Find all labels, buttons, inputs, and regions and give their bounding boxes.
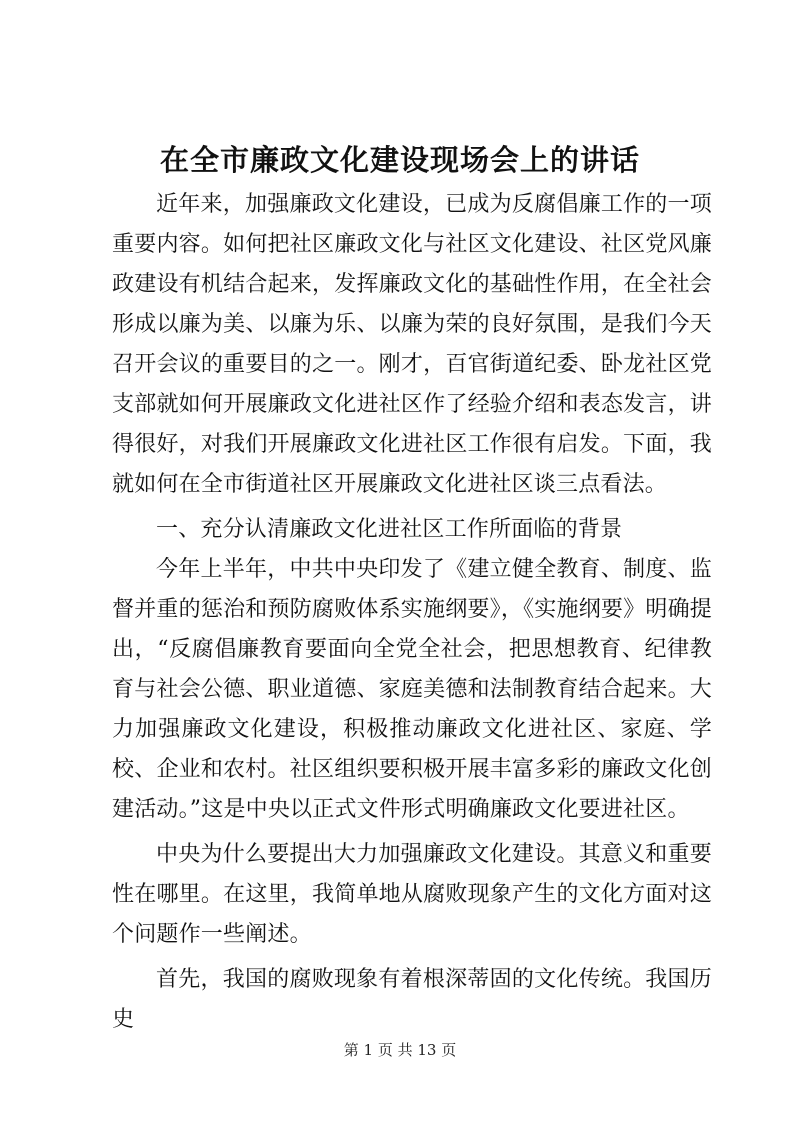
paragraph-background: 今年上半年，中共中央印发了《建立健全教育、制度、监督并重的惩治和预防腐败体系实施纲要》，《实施纲要》明确提出，“反腐倡廉教育要面向全党全社会，把思想教育、纪律教育与社会公德、职业道德、家庭美德和法制教育结合起来。大力加强廉政文化建设，积极推动廉政文化进社区、家庭、学校、企业和农村。社区组织要积极开展丰富多彩的廉政文化创建活动。”这是中央以正式文件形式明确廉政文化要进社区。 <box>112 557 712 822</box>
paragraph-first-point: 首先，我国的腐败现象有着根深蒂固的文化传统。我国历史 <box>112 967 712 1032</box>
document-body <box>112 185 712 1040</box>
document-title: 在全市廉政文化建设现场会上的讲话 <box>159 143 640 177</box>
paragraph-significance: 中央为什么要提出大力加强廉政文化建设。其意义和重要性在哪里。在这里，我简单地从腐败现象产生的文化方面对这个问题作一些阐述。 <box>112 842 712 947</box>
section-heading-1: 一、充分认清廉政文化进社区工作所面临的背景 <box>156 517 623 542</box>
paragraph-intro: 近年来，加强廉政文化建设，已成为反腐倡廉工作的一项重要内容。如何把社区廉政文化与社区文化建设、社区党风廉政建设有机结合起来，发挥廉政文化的基础性作用，在全社会形成以廉为美、以廉为乐、以廉为荣的良好氛围，是我们今天召开会议的重要目的之一。刚才，百官街道纪委、卧龙社区党支部就如何开展廉政文化进社区作了经验介绍和表态发言，讲得很好，对我们开展廉政文化进社区工作很有启发。下面，我就如何在全市街道社区开展廉政文化进社区谈三点看法。 <box>112 192 712 497</box>
page-number-footer: 第 1 页 共 13 页 <box>343 1041 457 1059</box>
